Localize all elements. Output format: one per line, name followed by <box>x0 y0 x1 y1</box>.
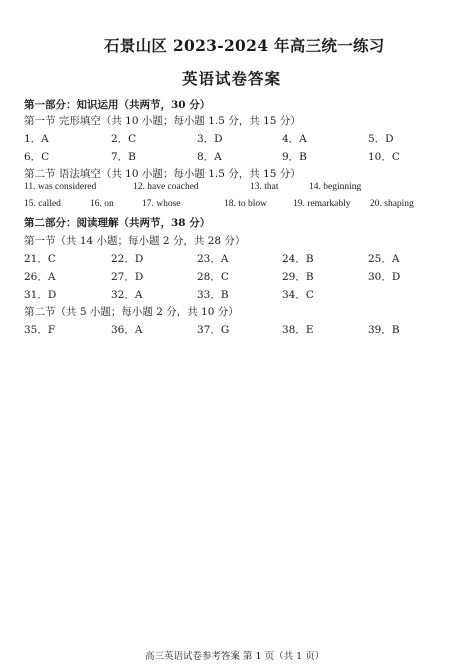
answer-21: 21．C <box>24 253 56 265</box>
part1-heading: 第一部分：知识运用（共两节，30 分） <box>24 99 211 111</box>
answer-15: 15. called <box>24 199 61 209</box>
answer-27: 27．D <box>111 271 144 283</box>
answer-11: 11. was considered <box>24 182 97 192</box>
answer-17: 17. whose <box>142 199 181 209</box>
part1-section2-heading: 第二节 语法填空（共 10 小题；每小题 1.5 分，共 15 分） <box>24 168 301 180</box>
answer-5: 5．D <box>368 133 394 145</box>
answer-10: 10．C <box>368 151 400 163</box>
answer-19: 19. remarkably <box>293 199 351 209</box>
answer-18: 18. to blow <box>224 199 268 209</box>
answer-33: 33．B <box>197 289 229 301</box>
answer-26: 26．A <box>24 271 56 283</box>
answer-23: 23．A <box>197 253 229 265</box>
page-footer: 高三英语试卷参考答案 第 1 页（共 1 页） <box>145 651 325 662</box>
answer-37: 37．G <box>197 324 230 336</box>
answer-7: 7．B <box>111 151 136 163</box>
answer-29: 29．B <box>282 271 314 283</box>
answer-39: 39．B <box>368 324 400 336</box>
answer-28: 28．C <box>197 271 229 283</box>
answer-36: 36．A <box>111 324 143 336</box>
answer-34: 34．C <box>282 289 314 301</box>
answer-4: 4．A <box>282 133 307 145</box>
answer-20: 20. shaping <box>370 199 414 209</box>
part2-section2-heading: 第二节（共 5 小题；每小题 2 分，共 10 分） <box>24 306 239 318</box>
answer-1: 1．A <box>24 133 49 145</box>
answer-12: 12. have coached <box>133 182 199 192</box>
part1-section1-heading: 第一节 完形填空（共 10 小题；每小题 1.5 分，共 15 分） <box>24 115 301 127</box>
answer-6: 6．C <box>24 151 50 163</box>
answer-31: 31．D <box>24 289 57 301</box>
answer-3: 3．D <box>197 133 223 145</box>
answer-30: 30．D <box>368 271 401 283</box>
document-subtitle: 英语试卷答案 <box>182 69 282 88</box>
answer-32: 32．A <box>111 289 143 301</box>
answer-14: 14. beginning <box>309 182 362 192</box>
answer-16: 16. on <box>90 199 114 209</box>
answer-8: 8．A <box>197 151 222 163</box>
answer-25: 25．A <box>368 253 400 265</box>
answer-9: 9．B <box>282 151 307 163</box>
answer-38: 38．E <box>282 324 314 336</box>
part2-section1-heading: 第一节（共 14 小题；每小题 2 分，共 28 分） <box>24 235 246 247</box>
document-title: 石景山区 2023-2024 年高三统一练习 <box>104 36 385 55</box>
answer-13: 13. that <box>250 182 279 192</box>
answer-2: 2．C <box>111 133 137 145</box>
answer-35: 35．F <box>24 324 56 336</box>
part2-heading: 第二部分：阅读理解（共两节，38 分） <box>24 217 211 229</box>
answer-24: 24．B <box>282 253 314 265</box>
answer-22: 22．D <box>111 253 144 265</box>
